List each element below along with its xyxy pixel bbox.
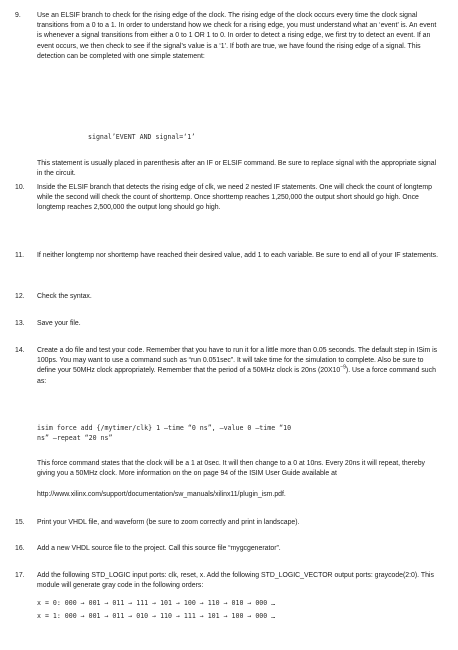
step-number: 10. xyxy=(15,184,25,191)
step-text: Check the syntax. xyxy=(37,293,92,300)
step-text-part: Create a do file and test your code. Remember that you have to run it for a little more than 0.05 seconds. The default step in ISim is 100ps. You may want to use a command such as “run 0.051sec”. It will take time for the simulation to complete. Also be sure to define your 50MHz clock appropriately. Remember that the period of a 50MHz clock is 20ns (20X10 xyxy=(37,347,438,375)
code-line: isim force add {/mytimer/clk} 1 –time “0 ns”, –value 0 –time “10 xyxy=(37,424,292,432)
step-number: 12. xyxy=(15,293,25,300)
step-text: Print your VHDL file, and waveform (be sure to zoom correctly and print in landscape). xyxy=(37,519,300,526)
step-text-continued: This force command states that the clock will be a 1 at 0sec. It will then change to a 0 at 10ns. Every 20ns it will repeat, thereby giving you a 50MHz clock. More information on the on page 94 of the ISIM User Guide available at xyxy=(37,460,425,478)
exponent: −9 xyxy=(340,365,346,372)
step-text-continued: This statement is usually placed in parenthesis after an IF or ELSIF command. Be sure to replace signal with the appropriate signal in the circuit. xyxy=(37,160,437,178)
step-number: 16. xyxy=(15,545,25,552)
step-number: 17. xyxy=(15,572,25,579)
step-number: 13. xyxy=(15,320,25,327)
step-text: Use an ELSIF branch to check for the rising edge of the clock. The rising edge of the clock occurs every time the clock signal transitions from a 0 to a 1. In order to understand how we check for a rising edge, you must understand what an ‘event’ is. An event is whenever a signal transitions from either a 0 to 1 OR 1 to 0. In order to detect a rising edge, we first try to detect an event. If an event occurs, we then check to see if the signal’s value is a ‘1’. If both are true, we have found the rising edge of a signal. This detection can be completed with one simple statement: xyxy=(37,12,437,60)
code-snippet: signal’EVENT AND signal=‘1’ xyxy=(88,133,196,141)
code-line: ns” –repeat “20 ns” xyxy=(37,434,113,442)
graycode-sequence-x1: x = 1: 000 → 001 → 011 → 010 → 110 → 111 → 101 → 100 → 000 … xyxy=(37,612,276,620)
step-text: Add a new VHDL source file to the project. Call this source file “mygcgenerator”. xyxy=(37,545,281,552)
step-text-part: ). Use a force command such as: xyxy=(37,367,436,385)
step-text: Add the following STD_LOGIC input ports: clk, reset, x. Add the following STD_LOGIC_VECTOR output ports: graycode(2:0). This module will generate gray code in the following orders: xyxy=(37,572,434,590)
step-number: 9. xyxy=(15,12,21,19)
step-number: 11. xyxy=(15,252,25,259)
documentation-link[interactable]: http://www.xilinx.com/support/documentation/sw_manuals/xilinx11/plugin_ism.pdf. xyxy=(37,491,286,498)
step-text xyxy=(37,346,443,387)
graycode-sequence-x0: x = 0: 000 → 001 → 011 → 111 → 101 → 100 → 110 → 010 → 000 … xyxy=(37,599,276,607)
step-text: Inside the ELSIF branch that detects the rising edge of clk, we need 2 nested IF statements. One will check the count of longtemp while the second will check the count of shorttemp. Once shorttemp reaches 1,250,000 the output short should go high. Once longtemp reaches 2,500,000 the output long should go high. xyxy=(37,184,432,212)
step-text: Save your file. xyxy=(37,320,81,327)
step-number: 15. xyxy=(15,519,25,526)
step-text: If neither longtemp nor shorttemp have reached their desired value, add 1 to each variable. Be sure to end all of your IF statements. xyxy=(37,252,439,259)
step-number: 14. xyxy=(15,347,25,354)
